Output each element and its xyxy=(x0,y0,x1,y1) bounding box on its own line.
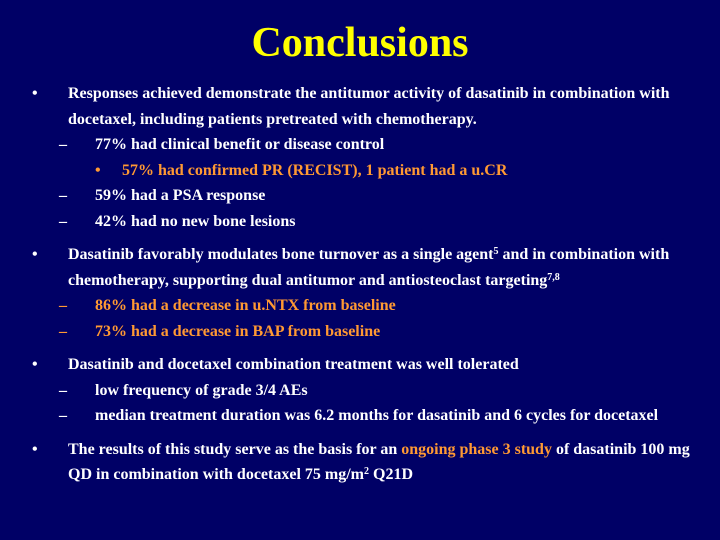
sub-item-text: 73% had a decrease in BAP from baseline xyxy=(95,322,381,340)
dash-marker: – xyxy=(59,136,67,153)
bullet-text xyxy=(68,437,712,488)
slide-body xyxy=(32,81,712,496)
bullet-tolerability xyxy=(32,352,712,429)
reference-superscript: 7,8 xyxy=(547,271,560,283)
bullet-text: Dasatinib and docetaxel combination treatment was well tolerated xyxy=(68,356,519,373)
superscript: 2 xyxy=(364,466,369,477)
bullet-text-part: The results of this study serve as the basis for an xyxy=(68,440,402,458)
dash-marker: – xyxy=(59,381,67,399)
bullet-text-part: and in combination with chemotherapy, supporting dual antitumor and antiosteoclast targeting xyxy=(68,246,670,289)
bullet-text-part: Dasatinib favorably modulates bone turnover as a single agent xyxy=(68,246,494,263)
bullet-marker: • xyxy=(95,161,101,179)
bullet-text-part: of dasatinib 100 mg QD in combination with docetaxel 75 mg/m xyxy=(68,440,690,483)
slide-title: Conclusions xyxy=(251,20,469,66)
sub-item xyxy=(32,403,712,429)
dash-marker: – xyxy=(59,297,67,314)
bullet-phase3 xyxy=(32,437,712,488)
dash-marker: – xyxy=(59,322,67,340)
sub-sub-item xyxy=(32,158,712,184)
bullet-bone-turnover xyxy=(32,242,712,344)
sub-item-text: 86% had a decrease in u.NTX from baseline xyxy=(95,297,396,314)
sub-item xyxy=(32,209,712,235)
highlight-text: ongoing phase 3 study xyxy=(401,440,552,458)
dash-marker: – xyxy=(59,187,67,204)
bullet-text: Responses achieved demonstrate the antitumor activity of dasatinib in combination with docetaxel, including patients pretreated with chemotherapy. xyxy=(68,85,670,128)
sub-item xyxy=(32,378,712,404)
bullet-responses xyxy=(32,81,712,234)
sub-item xyxy=(32,293,712,319)
sub-item xyxy=(32,132,712,158)
sub-item-text: median treatment duration was 6.2 months for dasatinib and 6 cycles for docetaxel xyxy=(95,407,659,424)
bullet-text xyxy=(68,242,712,293)
sub-item xyxy=(32,319,712,345)
sub-sub-item-text: 57% had confirmed PR (RECIST), 1 patient had a u.CR xyxy=(122,161,508,179)
dash-marker: – xyxy=(59,212,67,230)
reference-superscript: 5 xyxy=(493,246,499,257)
bullet-text-part: Q21D xyxy=(369,466,413,483)
sub-item-text: 59% had a PSA response xyxy=(95,187,266,204)
sub-item-text: 77% had clinical benefit or disease control xyxy=(95,136,385,153)
bullet-marker: • xyxy=(32,440,38,458)
bullet-marker: • xyxy=(32,85,38,102)
sub-item-text: 42% had no new bone lesions xyxy=(95,212,296,230)
dash-marker: – xyxy=(59,407,67,424)
sub-item-text: low frequency of grade 3/4 AEs xyxy=(95,381,308,399)
bullet-marker: • xyxy=(32,246,38,263)
bullet-marker: • xyxy=(32,356,38,373)
sub-item xyxy=(32,183,712,209)
